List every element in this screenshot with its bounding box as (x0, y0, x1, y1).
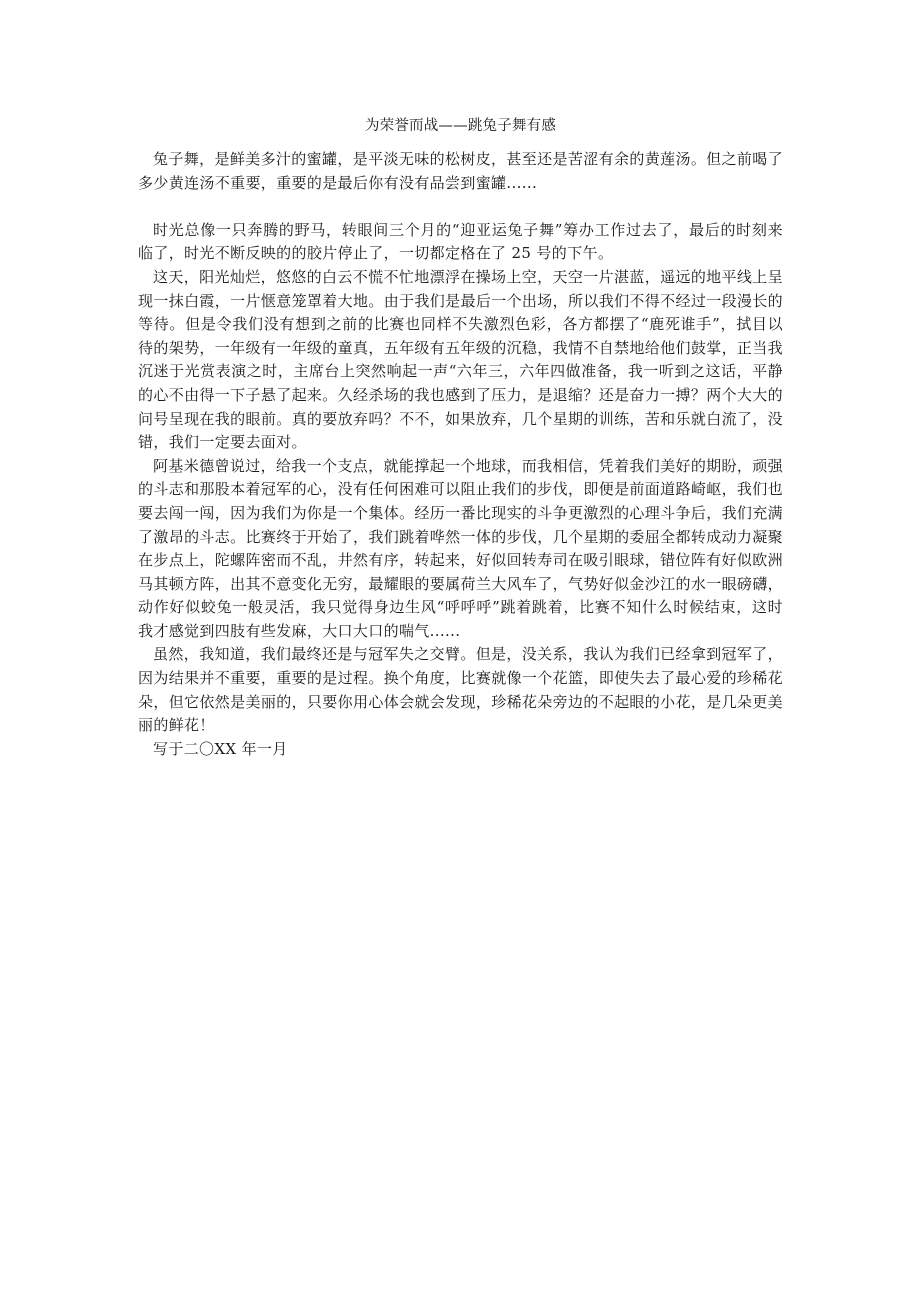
paragraph-waiting: 这天，阳光灿烂，悠悠的白云不慌不忙地漂浮在操场上空，天空一片湛蓝，遥远的地平线上呈现一抹白霞，一片惬意笼罩着大地。由于我们是最后一个出场，所以我们不得不经过一段漫长的等待。但是令我们没有想到之前的比赛也同样不失激烈色彩，各方都摆了“鹿死谁手”，拭目以待的架势，一年级有一年级的童真，五年级有五年级的沉稳，我情不自禁地给他们鼓掌，正当我沉迷于光赏表演之时，主席台上突然响起一声“六年三，六年四做准备，我一听到之这话，平静的心不由得一下子悬了起来。久经杀场的我也感到了压力，是退缩？还是奋力一搏？两个大大的问号呈现在我的眼前。真的要放弃吗？不不，如果放弃，几个星期的训练，苦和乐就白流了，没错，我们一定要去面对。 (138, 267, 783, 452)
document-title: 为荣誉而战——跳兔子舞有感 (364, 118, 557, 134)
paragraph-performance: 阿基米德曾说过，给我一个支点，就能撑起一个地球，而我相信，凭着我们美好的期盼，顽强的斗志和那股本着冠军的心，没有任何困难可以阻止我们的步伐，即便是前面道路崎岖，我们也要去闯一闯，因为我们为你是一个集体。经历一番比现实的斗争更激烈的心理斗争后，我们充满了激昂的斗志。比赛终于开始了，我们跳着哗然一体的步伐，几个星期的委屈全都转成动力凝聚在步点上，陀螺阵密而不乱，井然有序，转起来，好似回转寿司在吸引眼球，错位阵有好似欧洲马其顿方阵，出其不意变化无穷，最耀眼的要属荷兰大风车了，气势好似金沙江的水一眼磅礴，动作好似蛟兔一般灵活，我只觉得身边生风“呼呼呼”跳着跳着，比赛不知什么时候结束，这时我才感觉到四肢有些发麻，大口大口的喘气...... (138, 456, 783, 640)
paragraph-intro: 兔子舞，是鲜美多汁的蜜罐，是平淡无味的松树皮，甚至还是苦涩有余的黄莲汤。但之前喝了多少黄连汤不重要，重要的是最后你有没有品尝到蜜罐...... (138, 150, 783, 192)
paragraph-time: 时光总像一只奔腾的野马，转眼间三个月的“迎亚运兔子舞”筹办工作过去了，最后的时刻来临了，时光不断反映的的胶片停止了，一切都定格在了 25 号的下午。 (138, 220, 783, 263)
signature-date: 写于二〇XX 年一月 (153, 739, 288, 758)
document-page (138, 115, 783, 761)
blank-line (138, 195, 783, 219)
paragraph-conclusion: 虽然，我知道，我们最终还是与冠军失之交臂。但是，没关系，我认为我们已经拿到冠军了，因为结果并不重要，重要的是过程。换个角度，比赛就像一个花篮，即使失去了最心爱的珍稀花朵，但它依然是美丽的，只要你用心体会就会发现，珍稀花朵旁边的不起眼的小花，是几朵更美丽的鲜花！ (138, 645, 783, 735)
